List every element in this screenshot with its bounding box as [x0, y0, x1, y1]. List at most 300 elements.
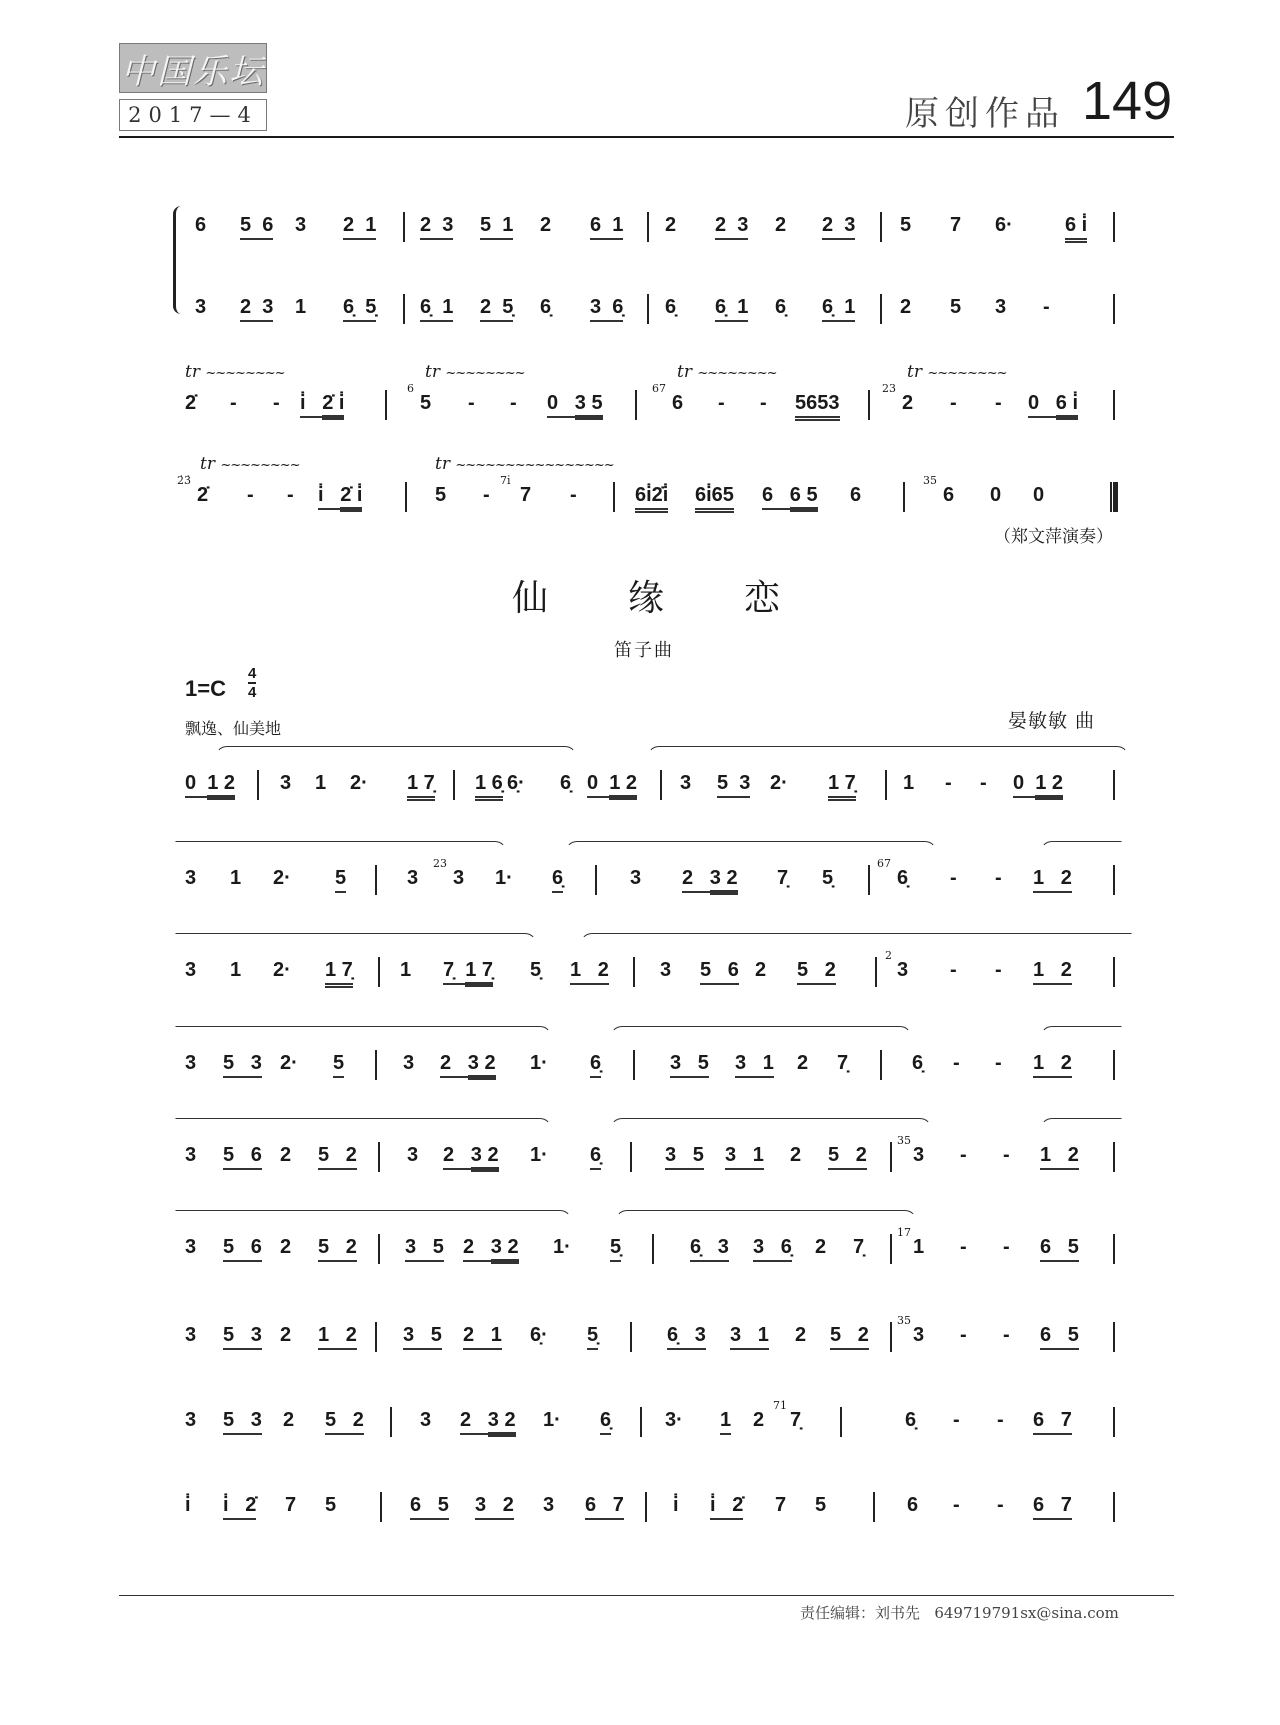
note: 3 [295, 214, 307, 236]
barline [880, 294, 882, 324]
note: 7 [950, 214, 962, 236]
note-group: i̇ 2̇ [710, 1494, 743, 1520]
note-group: 5 3 [717, 772, 750, 798]
barline [1113, 770, 1115, 800]
note-group: 0 6 i̇ [1028, 392, 1078, 418]
note: 2̇ [185, 392, 197, 414]
note: 5 [815, 1494, 827, 1516]
note-group: 1 2 [318, 1324, 357, 1350]
note: 1· [530, 1052, 548, 1074]
note: 5̣ [822, 867, 834, 889]
note-group: 5 2 [797, 959, 836, 985]
phrase-slur [215, 746, 577, 759]
note: 6̣· [530, 1324, 548, 1346]
grace-note: 23 [882, 382, 896, 395]
note: 2 [900, 296, 912, 318]
note-group: 6̣ 1 [715, 296, 748, 322]
note-group: 3 5 [405, 1236, 444, 1262]
note: 1 [315, 772, 327, 794]
barline [630, 1142, 632, 1172]
note: 2 [753, 1409, 765, 1431]
note-group: 3 5 [665, 1144, 704, 1170]
rest-dash: - [950, 867, 957, 889]
phrase-slur [175, 1026, 552, 1039]
note: 0 [1033, 484, 1045, 506]
note: 2· [280, 1052, 298, 1074]
editor-label: 责任编辑：刘书先 [800, 1604, 921, 1622]
note: 6̣ [560, 772, 572, 794]
note: 1· [553, 1236, 571, 1258]
issue-text: 2017—4 [128, 103, 258, 127]
rest-dash: - [960, 1324, 967, 1346]
note: 6̣ [552, 867, 563, 893]
note: 3 [660, 959, 672, 981]
note-group: 5 3 [223, 1052, 262, 1078]
barline [1113, 1234, 1115, 1264]
key-signature: 1=C [185, 676, 226, 701]
note-group: 3 5 [403, 1324, 442, 1350]
note-group: 1 6̣ [475, 772, 503, 801]
note: 3 [897, 959, 909, 981]
note-group: 5 3 [223, 1324, 262, 1350]
barline [375, 1322, 377, 1352]
score-line-3 [185, 949, 1120, 995]
phrase-slur [1040, 1118, 1122, 1131]
rest-dash: - [953, 1409, 960, 1431]
barline [453, 770, 455, 800]
barline [633, 957, 635, 987]
note: i̇ [185, 1494, 191, 1516]
note-group: 1 7̣ [828, 772, 856, 801]
score-line-8 [185, 1399, 1120, 1445]
grace-note: 7i̇ [500, 474, 511, 487]
score-line-6 [185, 1226, 1120, 1272]
note-group: 1 2 [1033, 959, 1072, 985]
note: 3 [280, 772, 292, 794]
rest-dash: - [760, 392, 767, 414]
note-group: 6 6 5 [762, 484, 818, 510]
note-group: 6i̇2̇i̇ [635, 484, 668, 513]
phrase-slur [580, 933, 1132, 946]
rest-dash: - [995, 392, 1002, 414]
note-group: 5 2 [325, 1409, 364, 1435]
note-group: 5 6 [240, 214, 273, 240]
barline [1113, 1492, 1115, 1522]
note: 6̣ [590, 1144, 601, 1170]
barline [613, 482, 615, 512]
rest-dash: - [995, 1052, 1002, 1074]
rest-dash: - [273, 392, 280, 414]
score-line-prev-4 [177, 454, 1120, 520]
note-group: 6 5 [410, 1494, 449, 1520]
note: 3 [680, 772, 692, 794]
note: 6̣ [540, 296, 552, 318]
barline [378, 1234, 380, 1264]
piece-subtitle: 笛子曲 [614, 640, 674, 661]
rest-dash: - [980, 772, 987, 794]
note-group: 6̣ 5̣ [343, 296, 376, 322]
note: 6̣· [507, 772, 525, 794]
note: 2 [280, 1144, 292, 1166]
note: 1 [913, 1236, 925, 1258]
grace-note: 67 [652, 382, 666, 395]
phrase-slur [1040, 841, 1122, 854]
rest-dash: - [570, 484, 577, 506]
rest-dash: - [510, 392, 517, 414]
note: 3 [630, 867, 642, 889]
barline [375, 865, 377, 895]
note-group: 5 2 [318, 1236, 357, 1262]
note: 3 [913, 1144, 925, 1166]
note: 2 [795, 1324, 807, 1346]
note: 5 [325, 1494, 337, 1516]
note: 2 [540, 214, 552, 236]
note: 5 [950, 296, 962, 318]
note: 3 [185, 1144, 197, 1166]
note-group: 6 1 [590, 214, 623, 240]
barline [890, 1142, 892, 1172]
barline [635, 390, 637, 420]
note-group: 6̣ 1 [822, 296, 855, 322]
page-number: 149 [1082, 71, 1173, 131]
note: 2· [273, 959, 291, 981]
note: 6 [943, 484, 955, 506]
note: 6̣ [600, 1409, 611, 1435]
barline [1113, 957, 1115, 987]
rest-dash: - [247, 484, 254, 506]
note-group: 2 5̣ [480, 296, 513, 322]
piece-title: 仙缘恋 [512, 578, 861, 619]
note-group: 1 2 [1033, 1052, 1072, 1078]
note-group: 2 1 [463, 1324, 502, 1350]
barline [380, 1492, 382, 1522]
barline [873, 1492, 875, 1522]
phrase-slur [565, 841, 937, 854]
note: 5̣ [587, 1324, 598, 1350]
grace-note: 6 [407, 382, 414, 395]
note: 2 [902, 392, 914, 414]
note: 6 [195, 214, 207, 236]
barline [1113, 1142, 1115, 1172]
score-line-4 [185, 1048, 1120, 1088]
note-group: 5 2 [318, 1144, 357, 1170]
barline [1113, 865, 1115, 895]
note-group: 1 2 [570, 959, 609, 985]
note: i̇ [673, 1494, 679, 1516]
barline [645, 1492, 647, 1522]
note: 6 [672, 392, 684, 414]
note: 1 [720, 1409, 731, 1435]
barline [385, 390, 387, 420]
rest-dash: - [1003, 1236, 1010, 1258]
note-group: 5 6 [700, 959, 739, 985]
note: 2 [797, 1052, 809, 1074]
trill-mark: tr ~~~~~~~~ [200, 454, 300, 474]
barline [633, 1050, 635, 1080]
note: 7 [775, 1494, 787, 1516]
note: 7 [520, 484, 532, 506]
barline [403, 294, 405, 324]
note-group: 5 6 [223, 1144, 262, 1170]
note-group: 2 3 [240, 296, 273, 322]
note-group: 6 7 [1033, 1494, 1072, 1520]
note: 3 [407, 867, 419, 889]
note-group: 6i̇65 [695, 484, 734, 513]
note-group: 5 2 [830, 1324, 869, 1350]
note: 5 [435, 484, 447, 506]
rest-dash: - [1043, 296, 1050, 318]
final-barline [1110, 482, 1118, 512]
note: 6̣ [912, 1052, 924, 1074]
note: 2 [775, 214, 787, 236]
note-group: 6 i̇ [1065, 214, 1087, 243]
grace-note: 35 [897, 1314, 911, 1327]
barline [647, 212, 649, 242]
note-group: 5 3 [223, 1409, 262, 1435]
barline [390, 1407, 392, 1437]
barline [868, 865, 870, 895]
barline [840, 1407, 842, 1437]
rest-dash: - [953, 1494, 960, 1516]
note-group: 6 7 [585, 1494, 624, 1520]
note: 3 [185, 1324, 197, 1346]
system-brace [173, 206, 184, 314]
grace-note: 35 [897, 1134, 911, 1147]
time-signature-bottom: 4 [248, 684, 257, 701]
note: 3 [403, 1052, 415, 1074]
note: 3 [420, 1409, 432, 1431]
rest-dash: - [960, 1236, 967, 1258]
note: 6· [995, 214, 1013, 236]
rest-dash: - [997, 1494, 1004, 1516]
note-group: 2 3 [715, 214, 748, 240]
note: 3 [407, 1144, 419, 1166]
note-group: 3 5 [670, 1052, 709, 1078]
note-group: 2 3 2 [463, 1236, 519, 1262]
note: 3· [665, 1409, 683, 1431]
score-line-prev-1 [185, 210, 1120, 250]
rest-dash: - [483, 484, 490, 506]
phrase-slur [1040, 1026, 1122, 1039]
note-group: 6 5 [1040, 1236, 1079, 1262]
note: 3 [995, 296, 1007, 318]
note-group: 2 3 2 [682, 867, 738, 893]
note: 2 [280, 1324, 292, 1346]
note-group: 5 2 [828, 1144, 867, 1170]
barline [868, 390, 870, 420]
note: 2· [350, 772, 368, 794]
note-group: 5 1 [480, 214, 513, 240]
trill-mark: tr ~~~~~~~~ [185, 362, 285, 382]
phrase-slur [175, 841, 507, 854]
note: 3 [195, 296, 207, 318]
note: 3 [185, 1236, 197, 1258]
barline [1113, 1050, 1115, 1080]
performer-credit: （郑文萍演奏） [994, 527, 1113, 547]
note: 1· [495, 867, 513, 889]
barline [875, 957, 877, 987]
note: 7̣ [790, 1409, 802, 1431]
note: 3 [913, 1324, 925, 1346]
grace-note: 35 [923, 474, 937, 487]
note: 0 [990, 484, 1002, 506]
note: 3 [185, 959, 197, 981]
rest-dash: - [287, 484, 294, 506]
note-group: i̇ 2̇ i̇ [318, 484, 362, 510]
score-line-prev-3 [185, 362, 1120, 428]
barline [652, 1234, 654, 1264]
note-group: 6 7 [1033, 1409, 1072, 1435]
note-group: 0 1 2 [185, 772, 235, 798]
note: 2 [665, 214, 677, 236]
barline [647, 294, 649, 324]
phrase-slur [647, 746, 1129, 759]
score-line-1 [185, 768, 1120, 808]
rest-dash: - [945, 772, 952, 794]
rest-dash: - [718, 392, 725, 414]
note: 6̣ [665, 296, 677, 318]
note: 2 [755, 959, 767, 981]
note-group: 2 3 2 [440, 1052, 496, 1078]
note-group: 3 6̣ [753, 1236, 792, 1262]
grace-note: 2 [885, 949, 892, 962]
note: 1 [230, 867, 242, 889]
magazine-logo [119, 43, 267, 93]
barline [1113, 390, 1115, 420]
note-group: 3 1 [735, 1052, 774, 1078]
barline [630, 1322, 632, 1352]
note: 3 [453, 867, 465, 889]
score-line-9 [185, 1490, 1120, 1530]
note: 2̇ [197, 484, 209, 506]
barline [660, 770, 662, 800]
phrase-slur [615, 1210, 917, 1223]
rest-dash: - [950, 959, 957, 981]
grace-note: 17 [897, 1226, 911, 1239]
barline [405, 482, 407, 512]
barline [378, 1142, 380, 1172]
note: 2 [815, 1236, 827, 1258]
note: 2 [283, 1409, 295, 1431]
note-group: 3 1 [730, 1324, 769, 1350]
note: 5 [333, 1052, 344, 1078]
grace-note: 2̇3̇ [177, 474, 191, 487]
note: 3 [185, 867, 197, 889]
barline [890, 1322, 892, 1352]
footer-divider [119, 1595, 1174, 1596]
note-group: 1 2 [1040, 1144, 1079, 1170]
score-line-prev-2 [185, 292, 1120, 332]
note-group: 3 2 [475, 1494, 514, 1520]
rest-dash: - [997, 1409, 1004, 1431]
tempo-marking: 飘逸、仙美地 [185, 721, 282, 738]
note: 6̣ [897, 867, 909, 889]
note: 6 [850, 484, 862, 506]
note-group: 6̣ 1 [420, 296, 453, 322]
barline [1113, 1322, 1115, 1352]
note-group: 0 1 2 [1013, 772, 1063, 798]
barline [378, 957, 380, 987]
note: 1 [295, 296, 307, 318]
note-group: 1 7̣ [325, 959, 353, 988]
barline [1113, 1407, 1115, 1437]
note: 5̣ [610, 1236, 621, 1262]
score-line-7 [185, 1314, 1120, 1360]
note-group: 2 3 2 [443, 1144, 499, 1170]
trill-mark: tr ~~~~~~~~~~~~~~~~ [435, 454, 614, 474]
note: 7̣ [853, 1236, 865, 1258]
rest-dash: - [995, 959, 1002, 981]
barline [1113, 212, 1115, 242]
barline [375, 1050, 377, 1080]
rest-dash: - [468, 392, 475, 414]
note-group: 3 6̣ [590, 296, 623, 322]
grace-note: 71 [773, 1399, 787, 1412]
rest-dash: - [953, 1052, 960, 1074]
time-signature-top: 4 [248, 665, 257, 682]
note: 1· [543, 1409, 561, 1431]
magazine-logo-text: 中国乐坛 [121, 51, 265, 92]
note: 2 [790, 1144, 802, 1166]
composer-credit: 晏敏敏 曲 [1008, 710, 1096, 732]
rest-dash: - [960, 1144, 967, 1166]
note-group: i̇ 2̇ i̇ [300, 392, 344, 418]
note-group: 0 1 2 [587, 772, 637, 798]
note: 7 [285, 1494, 297, 1516]
note: 6̣ [905, 1409, 917, 1431]
note: 3 [185, 1409, 197, 1431]
rest-dash: - [1003, 1144, 1010, 1166]
note-group: 1 2 [1033, 867, 1072, 893]
barline [880, 212, 882, 242]
barline [890, 1234, 892, 1264]
trill-mark: tr ~~~~~~~~ [677, 362, 777, 382]
header-divider [119, 136, 1174, 138]
rest-dash: - [950, 392, 957, 414]
phrase-slur [175, 1118, 552, 1131]
note: 5̣ [530, 959, 542, 981]
note-group: 7̣ 1 7̣ [443, 959, 493, 985]
time-signature [248, 665, 256, 701]
note-group: 2 3 2 [460, 1409, 516, 1435]
phrase-slur [175, 933, 537, 946]
note: 1· [530, 1144, 548, 1166]
note: 1 [903, 772, 915, 794]
note: 1 [400, 959, 412, 981]
note-group: 6̣ 3 [667, 1324, 706, 1350]
score-line-5 [185, 1134, 1120, 1180]
note: 1 [230, 959, 242, 981]
trill-mark: tr ~~~~~~~~ [907, 362, 1007, 382]
note: 5 [900, 214, 912, 236]
rest-dash: - [1003, 1324, 1010, 1346]
note-group: 0 3 5 [547, 392, 603, 418]
section-title: 原创作品 [905, 94, 1065, 134]
note: 2· [770, 772, 788, 794]
note: 5 [335, 867, 346, 893]
rest-dash: - [995, 867, 1002, 889]
barline [403, 212, 405, 242]
note-group: 5 6 [223, 1236, 262, 1262]
note: 6 [907, 1494, 919, 1516]
note: 3 [185, 1052, 197, 1074]
editor-email: 649719791sx@sina.com [934, 1604, 1119, 1622]
grace-note: 23 [433, 857, 447, 870]
rest-dash: - [230, 392, 237, 414]
barline [257, 770, 259, 800]
note: 7̣ [837, 1052, 849, 1074]
note: 2 [280, 1236, 292, 1258]
